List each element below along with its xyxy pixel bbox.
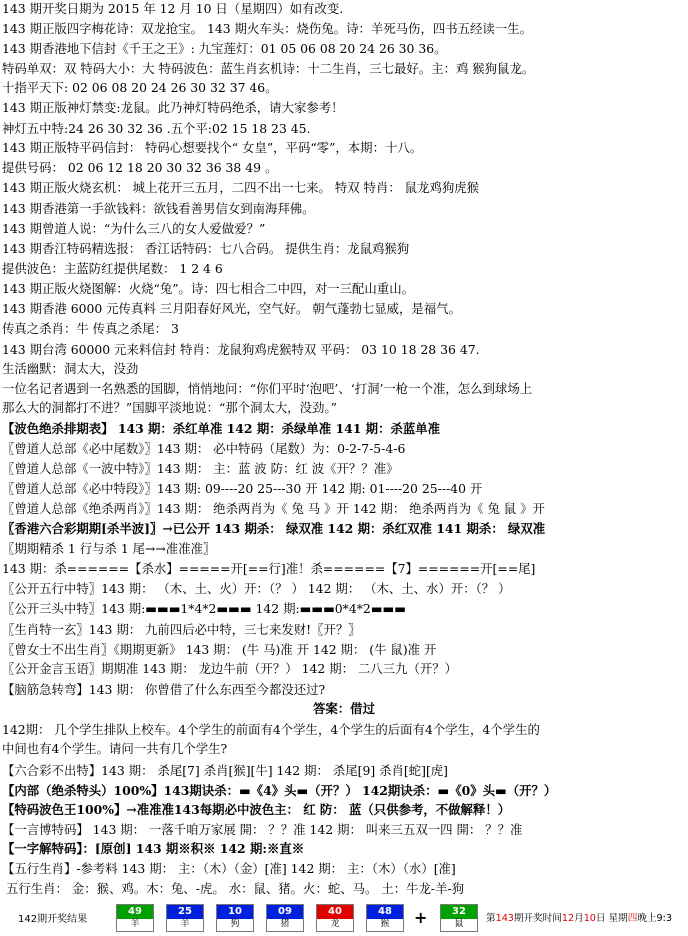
text-line: 〖公开五行中特〗143 期： （木、土、火）开：（？ ） 142 期： （木、土、水）开：（？ ） [2,581,511,596]
text-line: 143 期香港地下信封《千王之王》: 九宝莲灯：01 05 06 08 20 24 26 30 36。 [2,41,447,56]
ball-zodiac: 猴 [380,919,390,929]
answer-line: 答案：借过 [313,701,375,716]
draw-day: 10 [583,913,596,924]
text-line: 【一言博特码】 143 期： 一落千咱万家展 開： ？？准 142 期： 叫来三五双一四 開： ？？准 [2,822,523,837]
ball-number: 09 [267,905,303,919]
text-line-bold: 〖香港六合彩期期[杀半波]〗→已公开 143 期杀： 绿双准 142 期：杀红双准 141 期杀： 绿双准 [2,521,546,536]
text-line: 〖曾道人总部《绝杀两肖》〗143 期： 绝杀两肖为《 兔 马 》开 142 期： 绝杀两肖为《 兔 鼠 》开 [2,501,545,516]
text-line: 143 期正版火烧图解：火烧“兔”。诗：四七相合二中四，对一三配山重山。 [2,281,414,296]
ball-number: 32 [441,905,477,919]
text-line: 【六合彩不出特】143 期： 杀尾[7] 杀肖[猴][牛] 142 期： 杀尾[9] 杀肖[蛇][虎] [2,763,449,778]
text-line: 十指平天下: 02 06 08 20 24 26 30 32 37 46。 [2,80,278,95]
month-suffix: 月 [574,913,584,924]
ball-number: 25 [167,905,203,919]
text-line: 142期： 几个学生排队上校车。4个学生的前面有4个学生，4个学生的后面有4个学生，4个学生的 [2,722,540,737]
text-line: 143 期香港 6000 元传真料 三月阳春好风光，空气好。 朝气蓬勃七显威，是福气。 [2,301,461,316]
result-ball [316,904,354,932]
text-line: 143 期台湾 60000 元来料信封 特肖：龙鼠狗鸡虎猴特双 平码： 03 10 18 28 36 47. [2,342,480,357]
ball-number: 48 [367,905,403,919]
text-line-bold: 【特码波色王100%】→准准准143每期必中波色主： 红 防： 蓝（只供参考，不做解释！） [2,802,511,817]
text-line: 143 期开奖日期为 2015 年 12 月 10 日（星期四）如有改变. [2,1,344,16]
text-line: 143 期曾道人说：“为什么三八的女人爱做爱？” [2,221,266,236]
text-line: 〖期期精杀 1 行与杀 1 尾→→准准准〗 [2,541,216,556]
text-line: 143 期正版神灯禁变:龙鼠。此乃神灯特码绝杀，请大家参考！ [2,100,344,115]
ball-zodiac: 鼠 [454,919,464,929]
text-line: 提供号码： 02 06 12 18 20 30 32 36 38 49 。 [2,160,278,175]
result-ball [216,904,254,932]
text-line: 提供波色：主蓝防红提供尾数： 1 2 4 6 [2,261,223,276]
ball-zodiac: 龙 [330,919,340,929]
text-line: 〖曾道人总部《必中尾数》〗143 期： 必中特码（尾数）为：0-2-7-5-4-6 [2,441,406,456]
text-line: 神灯五中特:24 26 30 32 36 .五个平:02 15 18 23 45. [2,121,311,136]
text-line: 143 期香江特码精选报： 香江话特码：七八合码。 提供生肖：龙鼠鸡猴狗 [2,241,410,256]
ball-zodiac: 羊 [180,919,190,929]
draw-weekday: 四 [627,913,638,924]
text-line: 【脑筋急转弯】143 期： 你曾借了什么东西至今都没还过? [2,682,326,697]
text-line: 生活幽默：洞太大，没劲 [2,361,139,376]
text-line: 【五行生肖】-参考料 143 期： 主：（木）（金）[准] 142 期： 主：（木）（水）[准] [2,861,456,876]
text-line-bold: 【内部（绝杀特头）100%】143期诀杀：▬《4》头▬（开？） 142期诀杀：▬《0》头▬（开？） [2,783,557,798]
info-tail: 晚上9:3 [637,913,672,924]
text-line: 〖曾女士不出生肖〗《期期更新》 143 期： (牛 马)准 开 142 期： (牛 鼠)准 开 [2,642,437,657]
text-line: 〖曾道人总部《必中特段》〗143 期: 09----20 25---30 开 142 期: 01----20 25---40 开 [2,481,483,496]
ball-zodiac: 羊 [130,919,140,929]
ball-number: 40 [317,905,353,919]
ball-zodiac: 狗 [230,919,240,929]
plus-sign: + [414,908,428,927]
text-line: 那么大的洞都打不进？”国脚平淡地说：“那个洞太大，没劲。” [2,400,337,415]
text-line: 一位名记者遇到一名熟悉的国脚，悄悄地问：“你们平时‘泡吧’、‘打洞’一枪一个准，怎么到球场上 [2,381,533,396]
ball-zodiac: 猪 [280,919,290,929]
ball-number: 10 [217,905,253,919]
next-draw-info [486,910,672,924]
result-ball [166,904,204,932]
text-line: 〖公开金言玉语〗期期准 143 期： 龙边牛前（开？） 142 期： 二八三九（开？） [2,661,458,676]
text-line: 143 期正版火烧玄机： 城上花开三五月，二四不出一七来。 特双 特肖： 鼠龙鸡狗虎猴 [2,180,480,195]
day-suffix: 日 星期 [595,913,628,924]
result-ball [116,904,154,932]
text-line: 〖生肖特一玄〗143 期： 九前四后必中特，三七来发财!〖开？〗 [2,622,361,637]
results-title: 142期开奖结果 [18,914,88,925]
text-line: 〖公开三头中特〗143 期:▬▬▬1*4*2▬▬▬ 142 期:▬▬▬0*4*2▬▬▬ [2,601,406,616]
info-prefix: 第 [486,913,496,924]
text-line: 143 期：杀======【杀水】=====开[==行]准！杀======【7】======开[==尾] [2,561,536,576]
text-line-bold: 【一字解特码】：[原创] 143 期※积※ 142 期:※直※ [2,841,305,856]
result-ball [266,904,304,932]
info-mid: 期开奖时间 [513,913,562,924]
text-line: 中间也有4个学生。请问一共有几个学生? [2,741,228,756]
results-footer [0,900,688,936]
text-line: 〖曾道人总部《一波中特》〗143 期： 主：蓝 波 防：红 波《开？？准》 [2,461,399,476]
special-ball [440,904,478,932]
result-ball [366,904,404,932]
text-line: 143 期正版特平码信封： 特码心想要找个“ 女皇”，平码“零”，本期：十八。 [2,140,423,155]
text-line: 五行生肖： 金：猴、鸡。木：兔、-虎。 水：鼠、猪。火：蛇、马。 土：牛龙-羊-狗 [6,881,465,896]
text-line: 传真之杀肖：牛 传真之杀尾： 3 [2,321,179,336]
text-line: 特码单双：双 特码大小：大 特码波色：蓝生肖玄机诗：十二生肖，三七最好。主：鸡 猴狗鼠龙。 [2,61,535,76]
draw-month: 12 [561,913,575,924]
next-period: 143 [495,913,514,924]
text-line-bold: 【波色绝杀排期表】 143 期：杀红单准 142 期：杀绿单准 141 期：杀蓝单准 [2,421,441,436]
ball-number: 49 [117,905,153,919]
text-line: 143 期正版四字梅花诗：双龙抢宝。 143 期火车头：烧伤兔。诗：羊死马伤，四书五经读一生。 [2,21,532,36]
text-line: 143 期香港第一手欲钱料：欲钱看善男信女到南海拜佛。 [2,201,315,216]
